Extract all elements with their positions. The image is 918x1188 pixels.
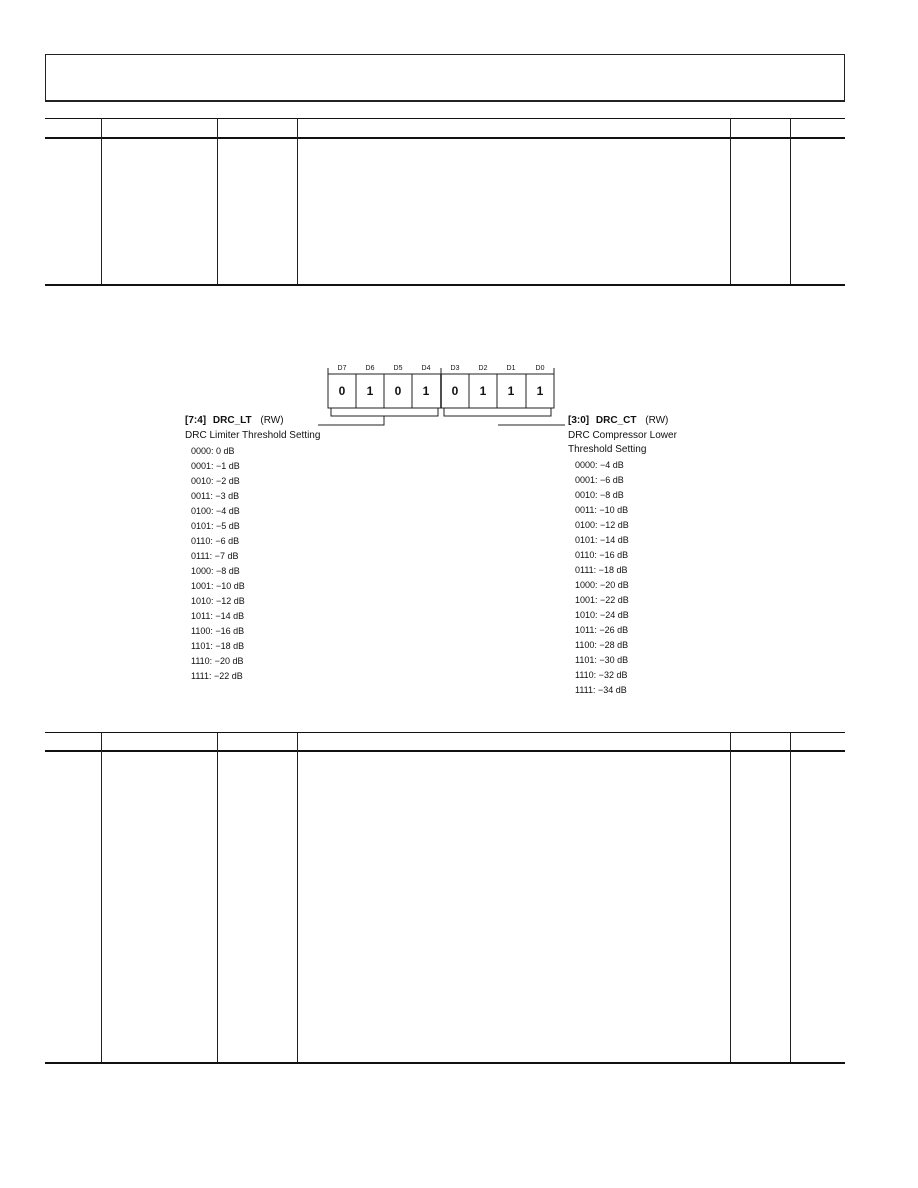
column-divider [217, 732, 218, 1062]
list-item: 0111: −7 dB [191, 551, 239, 561]
column-divider [101, 732, 102, 1062]
list-item: 0101: −14 dB [575, 535, 629, 545]
list-item: 0011: −3 dB [191, 491, 240, 501]
list-item: 1000: −20 dB [575, 580, 629, 590]
list-item: 0011: −10 dB [575, 505, 629, 515]
list-item: 1011: −26 dB [575, 625, 629, 635]
drc-lt-option-list [191, 444, 245, 684]
field-title-drc-ct [568, 415, 668, 426]
list-item: 1101: −18 dB [191, 641, 245, 651]
field-access: (RW) [260, 415, 284, 426]
list-item: 1001: −22 dB [575, 595, 629, 605]
list-item: 0100: −4 dB [191, 506, 240, 516]
list-item: 0000: −4 dB [575, 460, 624, 470]
bit-header: D3 [450, 365, 460, 372]
list-item: 0100: −12 dB [575, 520, 629, 530]
field-description-line: DRC Compressor Lower [568, 430, 677, 441]
list-item: 1100: −28 dB [575, 640, 629, 650]
list-item: 1101: −30 dB [575, 655, 629, 665]
table-header-rule [45, 750, 845, 752]
list-item: 1001: −10 dB [191, 581, 245, 591]
bit-value-cell: 1 [479, 384, 487, 398]
field-name: DRC_LT [212, 415, 252, 426]
table-top-rule [45, 732, 845, 733]
bit-value-cell: 0 [394, 384, 402, 398]
column-divider [730, 732, 731, 1062]
list-item: 1110: −20 dB [191, 656, 244, 666]
register-table-bottom [45, 732, 845, 1064]
list-item: 1100: −16 dB [191, 626, 245, 636]
bit-header: D4 [421, 365, 431, 372]
bit-value-cell: 1 [422, 384, 430, 398]
field-description [568, 429, 677, 457]
list-item: 0010: −8 dB [575, 490, 624, 500]
field-title-drc-lt [185, 415, 284, 426]
bit-value-cell: 0 [451, 384, 459, 398]
bit-value-cell: 1 [536, 384, 544, 398]
list-item: 0101: −5 dB [191, 521, 240, 531]
list-item: 0010: −2 dB [191, 476, 240, 486]
list-item: 0111: −18 dB [575, 565, 628, 575]
list-item: 1010: −12 dB [191, 596, 245, 606]
bit-value-cell: 0 [338, 384, 346, 398]
bit-header: D0 [535, 365, 545, 372]
bit-header: D6 [365, 365, 375, 372]
list-item: 0000: 0 dB [191, 446, 235, 456]
list-item: 1000: −8 dB [191, 566, 240, 576]
bit-header: D5 [393, 365, 403, 372]
list-item: 1110: −32 dB [575, 670, 628, 680]
bit-value-cell: 1 [366, 384, 374, 398]
field-description: DRC Limiter Threshold Setting [185, 430, 321, 441]
list-item: 1010: −24 dB [575, 610, 629, 620]
field-bits: [7:4] [185, 415, 207, 426]
column-divider [297, 732, 298, 1062]
list-item: 1111: −22 dB [191, 671, 243, 681]
list-item: 0110: −16 dB [575, 550, 629, 560]
bit-header: D1 [506, 365, 516, 372]
field-name: DRC_CT [595, 415, 637, 426]
list-item: 1111: −34 dB [575, 685, 627, 695]
table-bottom-rule [45, 1062, 845, 1064]
list-item: 1011: −14 dB [191, 611, 245, 621]
bit-value-cell: 1 [507, 384, 515, 398]
list-item: 0110: −6 dB [191, 536, 240, 546]
drc-ct-option-list [575, 458, 629, 698]
column-divider [790, 732, 791, 1062]
field-description-line: Threshold Setting [568, 444, 647, 455]
field-bits: [3:0] [568, 415, 590, 426]
list-item: 0001: −1 dB [191, 461, 240, 471]
field-access: (RW) [645, 415, 669, 426]
list-item: 0001: −6 dB [575, 475, 624, 485]
bit-header: D2 [478, 365, 488, 372]
bit-header: D7 [337, 365, 347, 372]
